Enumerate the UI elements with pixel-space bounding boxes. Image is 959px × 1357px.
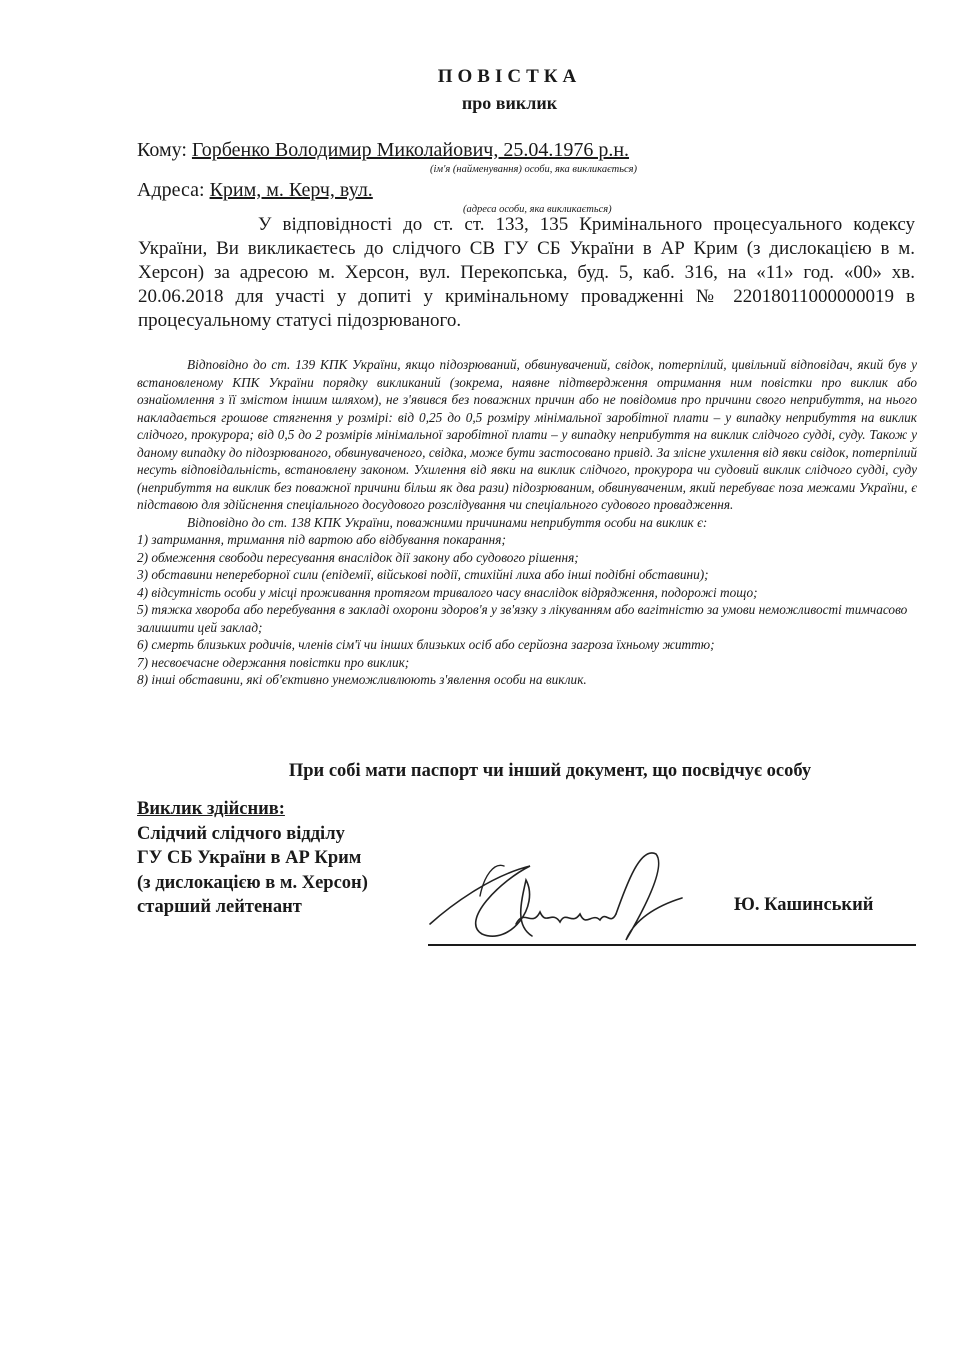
summons-body-text: У відповідності до ст. ст. 133, 135 Кримінального процесуального кодексу України, Ви викликаєтесь до слідчого СВ ГУ СБ України в АР Крим (з дислокацією в м. Херсон) за адресою м. Херсон, вул. Перекопська, буд. 5, каб. 316, на «11» год. «00» хв. 20.06.2018 для участі у допиті у кримінальному провадженні № 22018011000000019 в процесуальному статусі підозрюваного. [138, 214, 915, 331]
signature-underline [428, 944, 916, 946]
article-139-text: Відповідно до ст. 139 КПК України, якщо підозрюваний, обвинувачений, свідок, потерпілий, цивільний відповідач, який був у встановленому КПК України порядку викликаний (зокрема, наявне підтвердження отримання ним повістки про виклик або ознайомлення з її змістом іншим шляхом), не з'явився без поважних причин або не повідомив про причини свого неприбуття, на нього накладається грошове стягнення у розмірі: від 0,25 до 0,5 розміру мінімальної заробітної плати – у випадку неприбуття на виклик слідчого, прокурора; від 0,5 до 2 розмірів мінімальної заробітної плати – у випадку неприбуття на виклик слідчого судді, суду. Також у даному випадку до підозрюваного, обвинуваченого, свідка, може бути застосовано привід. За злісне ухилення від явки свідок, потерпілий несуть відповідальність, встановлену законом. Ухилення від явки на виклик слідчого, прокурора чи судовий виклик слідчого судді, суду (неприбуття на виклик без поважної причини більш як два рази) підозрюваним, обвинуваченим, який перебуває поза межами України, є підставою для здійснення спеціального досудового розслідування чи спеціального судового провадження. [137, 357, 917, 512]
address-value: Крим, м. Керч, вул. [209, 179, 373, 201]
article-138-intro: Відповідно до ст. 138 КПК України, поважними причинами неприбуття особи на виклик є: [187, 514, 708, 530]
signatory-line: (з дислокацією в м. Херсон) [137, 872, 368, 893]
recipient-label: Кому: [137, 139, 187, 161]
address-label: Адреса: [137, 179, 205, 201]
handwritten-signature [420, 836, 700, 956]
summons-body [138, 213, 915, 333]
signatory-line: старший лейтенант [137, 897, 302, 917]
document-title: ПОВІСТКА [437, 66, 582, 87]
recipient-field [137, 139, 629, 162]
signatory-line: ГУ СБ України в АР Крим [137, 848, 362, 868]
signatory-heading: Виклик здійснив: [137, 799, 285, 819]
legal-fine-print [137, 356, 917, 689]
list-item: 1) затримання, тримання під вартою або відбування покарання; [137, 532, 506, 547]
signatory-name: Ю. Кашинський [734, 895, 874, 915]
list-item: 3) обставини непереборної сили (епідемії, військові події, стихійні лиха або інші подібні обставини); [137, 567, 709, 582]
signatory-block [137, 797, 368, 920]
list-item: 6) смерть близьких родичів, членів сім'ї чи інших близьких осіб або серйозна загроза їхньому життю; [137, 637, 715, 652]
list-item: 4) відсутність особи у місці проживання протягом тривалого часу внаслідок відрядження, подорожі тощо; [137, 584, 758, 600]
list-item: 8) інші обставини, які об'єктивно унеможливлюють з'явлення особи на виклик. [137, 672, 587, 687]
address-field [137, 179, 373, 202]
document-subtitle: про виклик [461, 93, 558, 113]
list-item: 2) обмеження свободи пересування внаслідок дії закону або судового рішення; [137, 549, 579, 565]
list-item: 7) несвоєчасне одержання повістки про виклик; [137, 654, 410, 670]
valid-reasons-list [137, 531, 917, 689]
address-hint: (адреса особи, яка викликається) [463, 204, 612, 215]
signatory-line: Слідчий слідчого відділу [137, 823, 345, 844]
recipient-hint: (ім'я (найменування) особи, яка викликається) [430, 164, 638, 175]
recipient-value: Горбенко Володимир Миколайович, 25.04.1976 р.н. [191, 139, 630, 161]
list-item: 5) тяжка хвороба або перебування в закладі охорони здоров'я у зв'язку з лікуванням або вагітністю за умови неможливості тимчасово залишити цей заклад; [137, 602, 908, 635]
passport-notice: При собі мати паспорт чи інший документ, що посвідчує особу [288, 761, 812, 781]
